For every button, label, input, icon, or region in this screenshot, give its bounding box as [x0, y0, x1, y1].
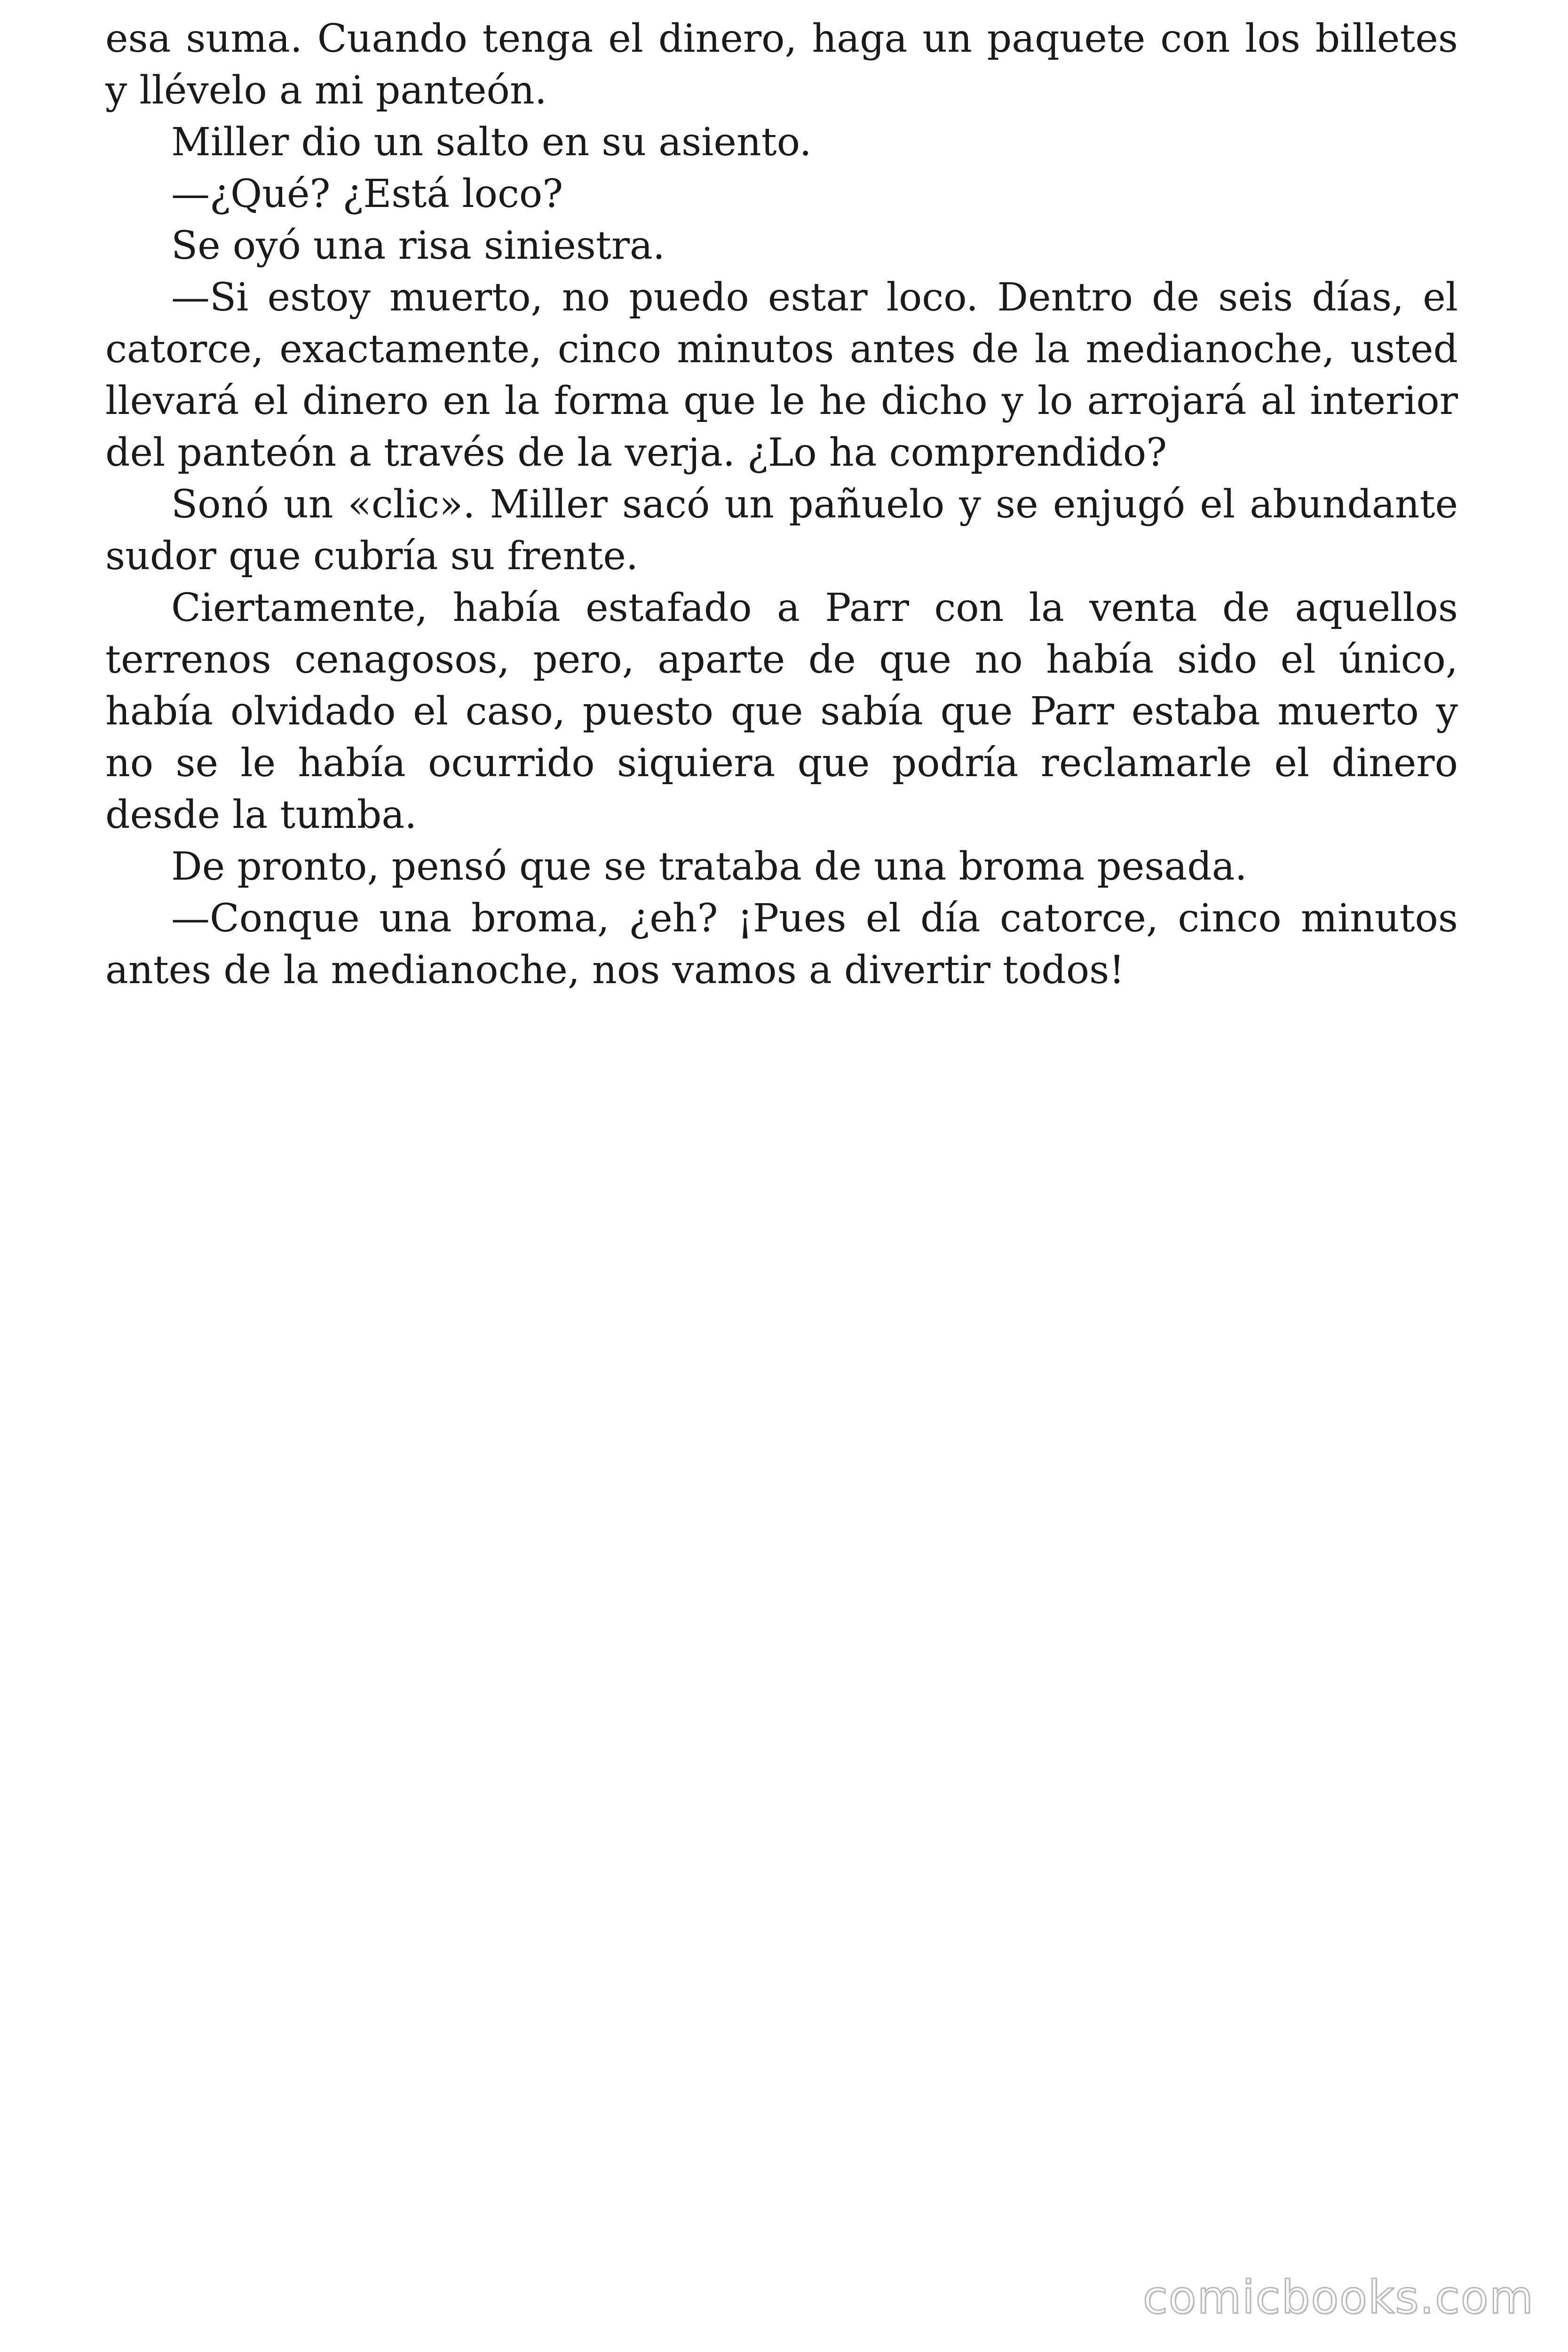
- page-body-text: [105, 13, 1458, 996]
- site-watermark: comicbooks.com: [1142, 2271, 1534, 2324]
- dialogue-line: —Si estoy muerto, no puedo estar loco. Dentro de seis días, el catorce, exactamente, cinco minutos antes de la medianoche, usted llevará el dinero en la forma que le he dicho y lo arrojará al interior del panteón a través de la verja. ¿Lo ha comprendido?: [105, 275, 1458, 475]
- dialogue-line: —¿Qué? ¿Está loco?: [171, 172, 563, 216]
- paragraph: Ciertamente, había estafado a Parr con la venta de aquellos terrenos cenagosos, pero, aparte de que no había sido el único, había olvidado el caso, puesto que sabía que Parr estaba muerto y no se le había ocurrido siquiera que podría reclamarle el dinero desde la tumba.: [105, 586, 1458, 837]
- paragraph: De pronto, pensó que se trataba de una broma pesada.: [171, 844, 1247, 889]
- paragraph-continuation: esa suma. Cuando tenga el dinero, haga un paquete con los billetes y llévelo a mi panteón.: [105, 16, 1458, 113]
- paragraph: Sonó un «clic». Miller sacó un pañuelo y se enjugó el abundante sudor que cubría su frente.: [105, 482, 1458, 579]
- paragraph: Miller dio un salto en su asiento.: [171, 120, 812, 165]
- paragraph: Se oyó una risa siniestra.: [171, 223, 665, 268]
- dialogue-line: —Conque una broma, ¿eh? ¡Pues el día catorce, cinco minutos antes de la medianoche, nos vamos a divertir todos!: [105, 896, 1458, 993]
